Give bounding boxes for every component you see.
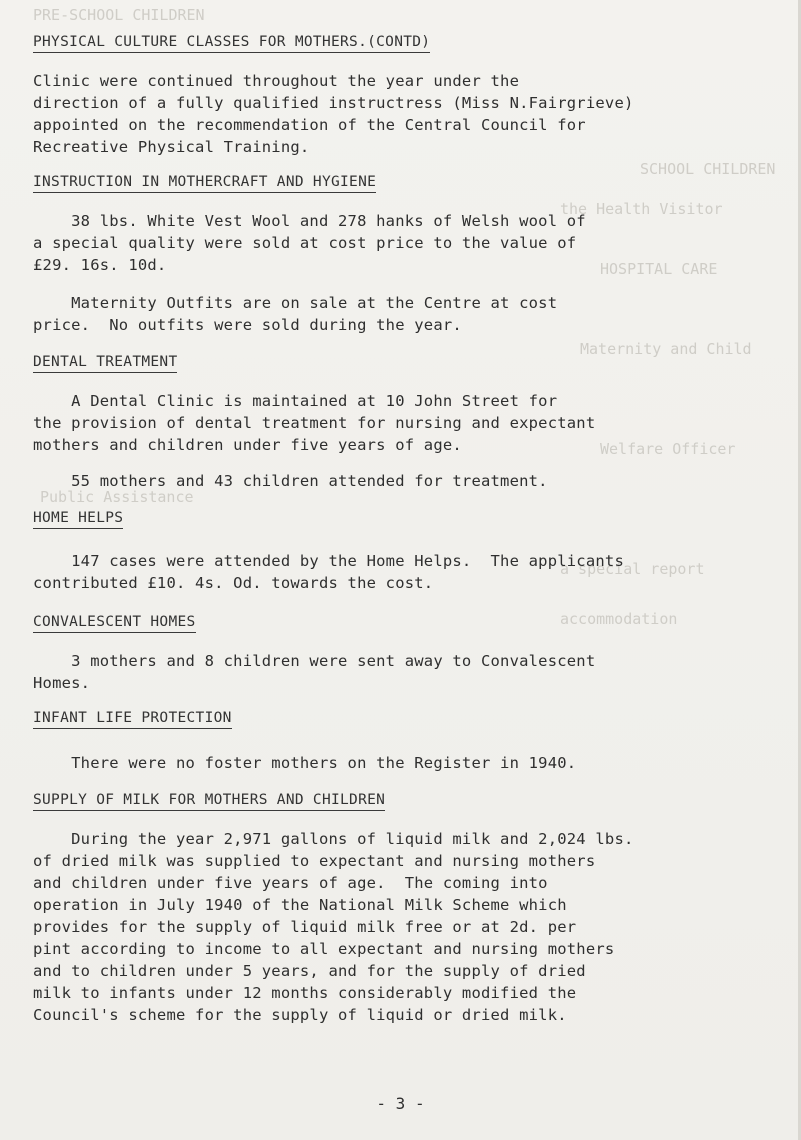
body-line: operation in July 1940 of the National Milk Scheme which — [33, 896, 567, 914]
body-line: price. No outfits were sold during the year. — [33, 316, 462, 334]
body-line: direction of a fully qualified instructress (Miss N.Fairgrieve) — [33, 94, 634, 112]
section-heading: SUPPLY OF MILK FOR MOTHERS AND CHILDREN — [33, 790, 385, 811]
section-heading: DENTAL TREATMENT — [33, 352, 177, 373]
body-line: a special quality were sold at cost price to the value of — [33, 234, 577, 252]
body-line: £29. 16s. 10d. — [33, 256, 167, 274]
section-heading: HOME HELPS — [33, 508, 123, 529]
section-heading: CONVALESCENT HOMES — [33, 612, 196, 633]
ghost-text: SCHOOL CHILDREN — [640, 160, 776, 178]
body-line: 55 mothers and 43 children attended for treatment. — [33, 472, 548, 490]
body-line: appointed on the recommendation of the Central Council for — [33, 116, 586, 134]
body-line: Clinic were continued throughout the year under the — [33, 72, 520, 90]
ghost-text: Welfare Officer — [600, 440, 736, 458]
body-line: provides for the supply of liquid milk free or at 2d. per — [33, 918, 577, 936]
section-heading: INFANT LIFE PROTECTION — [33, 708, 232, 729]
page-number: - 3 - — [376, 1094, 425, 1113]
body-line: During the year 2,971 gallons of liquid milk and 2,024 lbs. — [33, 830, 634, 848]
body-line: 147 cases were attended by the Home Helps. The applicants — [33, 552, 624, 570]
body-line: pint according to income to all expectant and nursing mothers — [33, 940, 615, 958]
body-line: Homes. — [33, 674, 91, 692]
ghost-text: Maternity and Child — [580, 340, 752, 358]
ghost-text: a special report — [560, 560, 705, 578]
ghost-text: HOSPITAL CARE — [600, 260, 718, 278]
body-line: and to children under 5 years, and for the supply of dried — [33, 962, 586, 980]
body-line: Maternity Outfits are on sale at the Centre at cost — [33, 294, 558, 312]
section-heading: INSTRUCTION IN MOTHERCRAFT AND HYGIENE — [33, 172, 376, 193]
body-line: the provision of dental treatment for nursing and expectant — [33, 414, 596, 432]
ghost-text: Public Assistance — [40, 488, 194, 506]
body-line: Recreative Physical Training. — [33, 138, 310, 156]
body-line: and children under five years of age. The coming into — [33, 874, 548, 892]
body-line: milk to infants under 12 months considerably modified the — [33, 984, 577, 1002]
body-line: Council's scheme for the supply of liquid or dried milk. — [33, 1006, 567, 1024]
body-line: contributed £10. 4s. Od. towards the cost. — [33, 574, 434, 592]
body-line: A Dental Clinic is maintained at 10 John Street for — [33, 392, 558, 410]
ghost-heading: PRE-SCHOOL CHILDREN — [33, 6, 205, 24]
body-line: 38 lbs. White Vest Wool and 278 hanks of Welsh wool of — [33, 212, 586, 230]
body-line: of dried milk was supplied to expectant and nursing mothers — [33, 852, 596, 870]
section-heading: PHYSICAL CULTURE CLASSES FOR MOTHERS.(CONTD) — [33, 32, 430, 53]
body-line: 3 mothers and 8 children were sent away to Convalescent — [33, 652, 596, 670]
ghost-text: the Health Visitor — [560, 200, 723, 218]
ghost-text: accommodation — [560, 610, 678, 628]
body-line: There were no foster mothers on the Register in 1940. — [33, 754, 577, 772]
body-line: mothers and children under five years of age. — [33, 436, 462, 454]
